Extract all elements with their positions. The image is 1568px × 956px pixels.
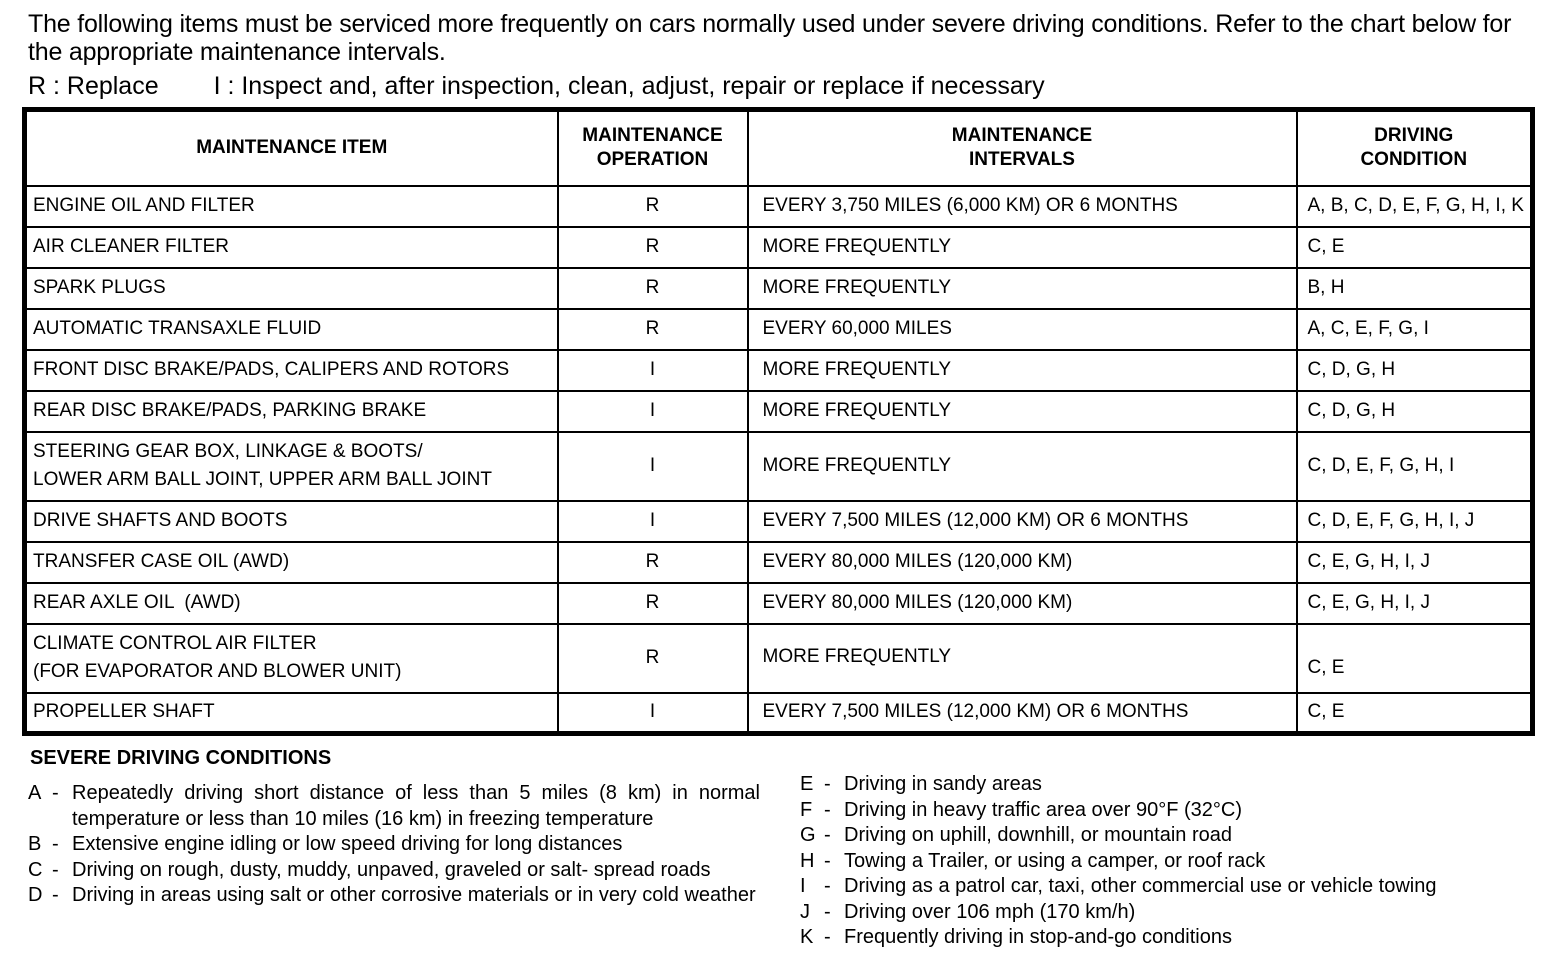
condition-item: J - Driving over 106 mph (170 km/h) [800, 900, 1136, 923]
table-row [25, 227, 1533, 268]
cell-interval: EVERY 7,500 MILES (12,000 KM) OR 6 MONTHS [748, 693, 1297, 734]
legend-replace: R : Replace [28, 72, 159, 100]
condition-item: F - Driving in heavy traffic area over 90°F (32°C) [800, 798, 1243, 821]
intro-text: The following items must be serviced more frequently on cars normally used under severe driving conditions. Refer to the chart below for the appropriate maintenance intervals. [28, 10, 1512, 66]
cell-interval: EVERY 3,750 MILES (6,000 KM) OR 6 MONTHS [748, 186, 1297, 227]
cell-interval: EVERY 80,000 MILES (120,000 KM) [748, 583, 1297, 624]
cell-item: CLIMATE CONTROL AIR FILTER (FOR EVAPORATOR AND BLOWER UNIT) [25, 624, 558, 693]
cell-condition: C, D, G, H [1297, 391, 1533, 432]
header-operation: MAINTENANCE OPERATION [558, 110, 748, 186]
table-row [25, 186, 1533, 227]
cell-operation: I [558, 693, 748, 734]
condition-item: I - Driving as a patrol car, taxi, other commercial use or vehicle towing [800, 875, 1437, 897]
table-row [25, 432, 1533, 501]
cell-interval: MORE FREQUENTLY [748, 432, 1297, 501]
cell-item: STEERING GEAR BOX, LINKAGE & BOOTS/ LOWER ARM BALL JOINT, UPPER ARM BALL JOINT [25, 432, 558, 501]
cell-interval: MORE FREQUENTLY [748, 391, 1297, 432]
cell-operation: R [558, 624, 748, 693]
cell-item: ENGINE OIL AND FILTER [25, 186, 558, 227]
severe-conditions-right [800, 772, 1540, 951]
cell-item: AIR CLEANER FILTER [25, 227, 558, 268]
cell-operation: R [558, 583, 748, 624]
cell-condition: A, B, C, D, E, F, G, H, I, K [1297, 186, 1533, 227]
cell-condition: C, E [1297, 227, 1533, 268]
table-row [25, 350, 1533, 391]
cell-item: TRANSFER CASE OIL (AWD) [25, 542, 558, 583]
condition-item: E - Driving in sandy areas [800, 773, 1042, 795]
table-row [25, 693, 1533, 734]
cell-operation: R [558, 268, 748, 309]
cell-condition: C, E, G, H, I, J [1297, 583, 1533, 624]
condition-item: G - Driving on uphill, downhill, or mountain road [800, 824, 1232, 846]
condition-item: B - Extensive engine idling or low speed driving for long distances [28, 833, 623, 855]
cell-condition: A, C, E, F, G, I [1297, 309, 1533, 350]
cell-condition: C, E [1297, 624, 1533, 693]
condition-item: H - Towing a Trailer, or using a camper, or roof rack [800, 849, 1266, 872]
severe-conditions-left [28, 781, 760, 909]
cell-condition: C, E, G, H, I, J [1297, 542, 1533, 583]
table-row [25, 309, 1533, 350]
table-header-row [25, 110, 1533, 186]
cell-operation: I [558, 350, 748, 391]
cell-item: DRIVE SHAFTS AND BOOTS [25, 501, 558, 542]
cell-interval: EVERY 60,000 MILES [748, 309, 1297, 350]
cell-condition: C, D, G, H [1297, 350, 1533, 391]
cell-interval: EVERY 7,500 MILES (12,000 KM) OR 6 MONTHS [748, 501, 1297, 542]
legend-inspect: I : Inspect and, after inspection, clean, adjust, repair or replace if necessary [213, 72, 1045, 100]
maintenance-table [22, 107, 1535, 736]
cell-operation: I [558, 501, 748, 542]
condition-item: A - Repeatedly driving short distance of less than 5 miles (8 km) in normal temperature or less than 10 miles (16 km) in freezing temperature [28, 782, 760, 830]
condition-item: D - Driving in areas using salt or other corrosive materials or in very cold weather [28, 884, 756, 906]
cell-interval: MORE FREQUENTLY [748, 227, 1297, 268]
condition-item: C - Driving on rough, dusty, muddy, unpaved, graveled or salt- spread roads [28, 858, 711, 881]
cell-item: SPARK PLUGS [25, 268, 558, 309]
cell-operation: I [558, 391, 748, 432]
cell-interval: MORE FREQUENTLY [748, 350, 1297, 391]
table-row [25, 391, 1533, 432]
table-row [25, 583, 1533, 624]
operation-legend [28, 72, 1045, 100]
table-row [25, 501, 1533, 542]
condition-item: K - Frequently driving in stop-and-go conditions [800, 926, 1232, 948]
table-row [25, 268, 1533, 309]
header-item: MAINTENANCE ITEM [25, 110, 558, 186]
table-row [25, 542, 1533, 583]
cell-operation: I [558, 432, 748, 501]
cell-item: REAR DISC BRAKE/PADS, PARKING BRAKE [25, 391, 558, 432]
cell-condition: C, D, E, F, G, H, I [1297, 432, 1533, 501]
cell-operation: R [558, 542, 748, 583]
cell-item: PROPELLER SHAFT [25, 693, 558, 734]
cell-condition: C, D, E, F, G, H, I, J [1297, 501, 1533, 542]
table-row [25, 624, 1533, 693]
header-condition: DRIVING CONDITION [1297, 110, 1533, 186]
cell-item: AUTOMATIC TRANSAXLE FLUID [25, 309, 558, 350]
cell-item: FRONT DISC BRAKE/PADS, CALIPERS AND ROTORS [25, 350, 558, 391]
cell-condition: C, E [1297, 693, 1533, 734]
cell-operation: R [558, 186, 748, 227]
cell-interval: MORE FREQUENTLY [748, 268, 1297, 309]
cell-item: REAR AXLE OIL (AWD) [25, 583, 558, 624]
header-intervals: MAINTENANCE INTERVALS [748, 110, 1297, 186]
cell-interval: MORE FREQUENTLY [748, 624, 1297, 693]
cell-condition: B, H [1297, 268, 1533, 309]
cell-operation: R [558, 227, 748, 268]
cell-interval: EVERY 80,000 MILES (120,000 KM) [748, 542, 1297, 583]
severe-conditions-title: SEVERE DRIVING CONDITIONS [30, 747, 332, 769]
cell-operation: R [558, 309, 748, 350]
